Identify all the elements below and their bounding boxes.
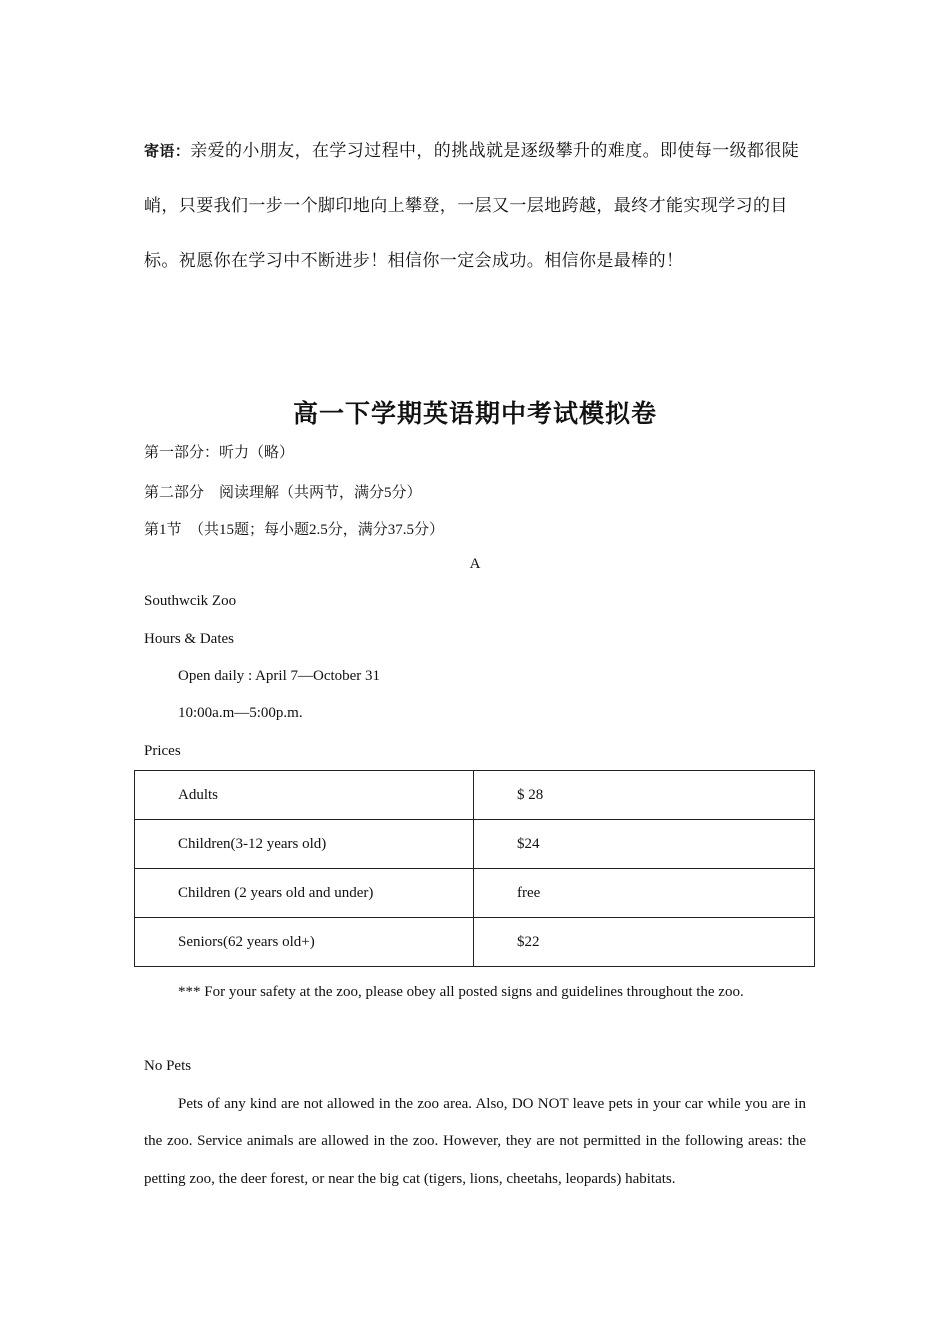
part1-heading: 第一部分：听力（略）: [144, 445, 295, 461]
preface-text: 亲爱的小朋友，在学习过程中，的挑战就是逐级攀升的难度。即使每一级都很陡峭，只要我们一步一个脚印地向上攀登，一层又一层地跨越，最终才能实现学习的目标。祝愿你在学习中不断进步！相信你一定会成功。相信你是最棒的！: [144, 141, 800, 271]
price-value: $ 28: [474, 771, 815, 820]
table-row: [135, 918, 815, 967]
safety-note: *** For your safety at the zoo, please obey all posted signs and guidelines throughout the zoo.: [178, 984, 744, 1000]
price-value: $22: [474, 918, 815, 967]
preface-label: 寄语：: [144, 142, 191, 160]
price-category: Adults: [135, 771, 474, 820]
price-category: Seniors(62 years old+): [135, 918, 474, 967]
zoo-name: Southwcik Zoo: [144, 593, 237, 609]
preface-message: [144, 124, 806, 289]
table-row: [135, 869, 815, 918]
prices-table: [134, 770, 815, 967]
price-value: free: [474, 869, 815, 918]
exam-title: 高一下学期英语期中考试模拟卷: [292, 399, 657, 428]
open-days: Open daily : April 7—October 31: [178, 668, 381, 684]
no-pets-paragraph: Pets of any kind are not allowed in the zoo area. Also, DO NOT leave pets in your car while you are in the zoo. Service animals are allowed in the zoo. However, they are not permitted in the following areas: the petting zoo, the deer forest, or near the big cat (tigers, lions, cheetahs, leopards) habitats.: [144, 1096, 806, 1187]
price-category: Children (2 years old and under): [135, 869, 474, 918]
table-row: [135, 771, 815, 820]
price-value: $24: [474, 820, 815, 869]
price-category: Children(3-12 years old): [135, 820, 474, 869]
section1-heading: 第1节 （共15题；每小题2.5分，满分37.5分）: [144, 522, 445, 538]
prices-heading: Prices: [144, 743, 181, 759]
part2-heading: 第二部分 阅读理解（共两节，满分5分）: [144, 485, 422, 501]
passage-letter: A: [469, 556, 481, 572]
table-row: [135, 820, 815, 869]
no-pets-heading: No Pets: [144, 1058, 192, 1074]
hours-heading: Hours & Dates: [144, 631, 234, 647]
open-hours: 10:00a.m—5:00p.m.: [178, 705, 303, 721]
